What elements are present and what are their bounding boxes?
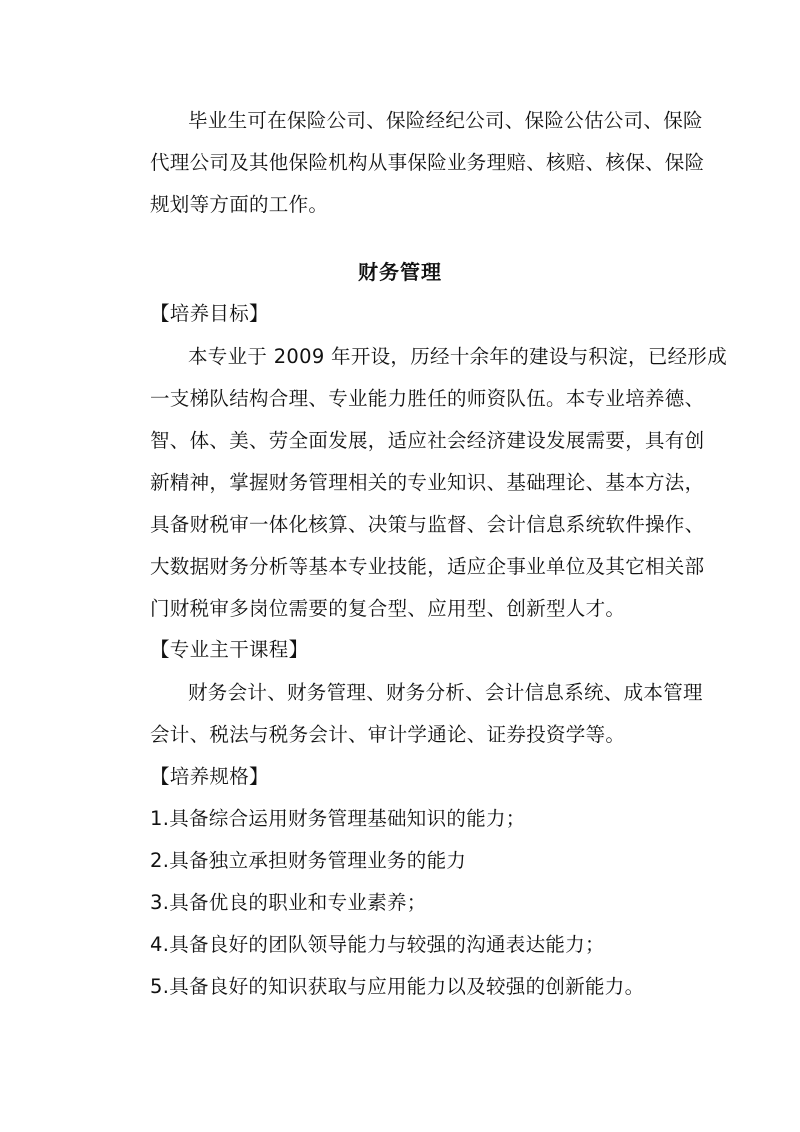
spec-item-1: 1.具备综合运用财务管理基础知识的能力；: [150, 807, 526, 830]
spec-item-4: 4.具备良好的团队领导能力与较强的沟通表达能力；: [150, 933, 605, 956]
spec-item-3: 3.具备优良的职业和专业素养；: [150, 891, 427, 914]
goals-line-2: 一支梯队结构合理、专业能力胜任的师资队伍。本专业培养德、: [150, 387, 705, 410]
specs-heading: 【培养规格】: [150, 765, 269, 788]
goals-line-6: 大数据财务分析等基本专业技能，适应企事业单位及其它相关部: [150, 555, 705, 578]
goals-heading: 【培养目标】: [150, 302, 269, 325]
goals-line-7: 门财税审多岗位需要的复合型、应用型、创新型人才。: [150, 597, 626, 620]
spec-item-2: 2.具备独立承担财务管理业务的能力: [150, 849, 467, 872]
goals-line-4: 新精神，掌握财务管理相关的专业知识、基础理论、基本方法，: [150, 471, 705, 494]
intro-line-3: 规划等方面的工作。: [150, 193, 329, 216]
goals-line-5: 具备财税审一体化核算、决策与监督、会计信息系统软件操作、: [150, 513, 705, 536]
intro-line-2: 代理公司及其他保险机构从事保险业务理赔、核赔、核保、保险: [150, 151, 705, 174]
courses-heading: 【专业主干课程】: [150, 638, 309, 661]
goals-line-1: 本专业于 2009 年开设，历经十余年的建设与积淀，已经形成: [188, 345, 728, 368]
spec-item-5: 5.具备良好的知识获取与应用能力以及较强的创新能力。: [150, 975, 645, 998]
section-title: 财务管理: [358, 260, 442, 284]
intro-line-1: 毕业生可在保险公司、保险经纪公司、保险公估公司、保险: [188, 109, 703, 132]
courses-line-1: 财务会计、财务管理、财务分析、会计信息系统、成本管理: [188, 681, 703, 704]
goals-line-3: 智、体、美、劳全面发展，适应社会经济建设发展需要，具有创: [150, 429, 705, 452]
courses-line-2: 会计、税法与税务会计、审计学通论、证券投资学等。: [150, 723, 626, 746]
